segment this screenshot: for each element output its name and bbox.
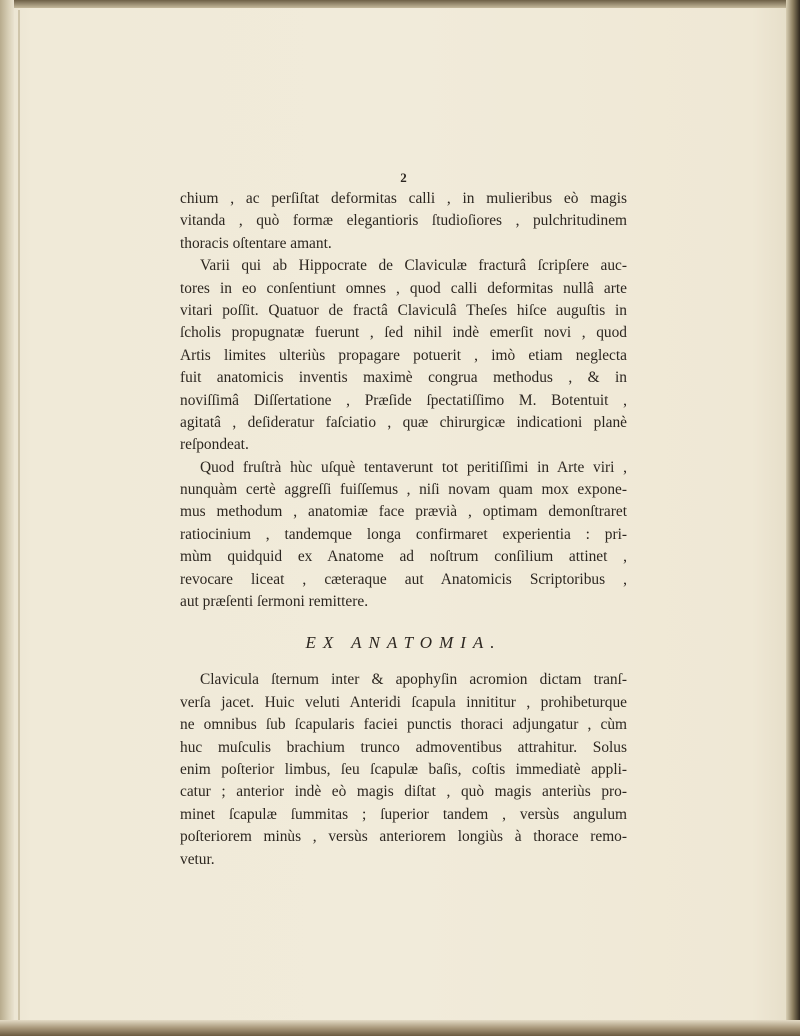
paragraph-2 <box>180 255 627 457</box>
page-left-edge <box>0 0 14 1036</box>
text-line: thoracis oſtentare amant. <box>180 234 332 252</box>
text-line: mus methodum , anatomiæ face prævià , optimam demonſtraret <box>180 503 627 521</box>
text-line: Clavicula ſternum inter & apophyſin acromion dictam tranſ- <box>200 671 627 689</box>
text-line: chium , ac perſiſtat deformitas calli , in mulieribus eò magis <box>180 190 627 207</box>
text-line: Quod fruſtrà hùc uſquè tentaverunt tot peritiſſimi in Arte viri , <box>200 458 627 476</box>
section-heading: EX ANATOMIA. <box>305 633 502 653</box>
text-line: reſpondeat. <box>180 436 249 454</box>
text-line: vitanda , quò formæ elegantioris ſtudioſiores , pulchritudinem <box>180 212 627 230</box>
text-line: vetur. <box>180 850 215 868</box>
text-line: ne omnibus ſub ſcapularis faciei punctis thoraci adjungatur , cùm <box>180 716 627 734</box>
text-line: vitari poſſit. Quatuor de fractâ Claviculâ Theſes hiſce auguſtis in <box>180 301 627 319</box>
page-number: 2 <box>400 170 407 185</box>
text-line: agitatâ , deſideratur faſciatio , quæ chirurgicæ indicationi planè <box>180 413 627 431</box>
text-line: poſteriorem minùs , versùs anteriorem longiùs à thorace remo- <box>180 828 627 846</box>
text-block <box>180 168 627 871</box>
text-line: revocare liceat , cæteraque aut Anatomicis Scriptoribus , <box>180 570 627 588</box>
paragraph-4 <box>180 669 627 871</box>
page-right-edge <box>786 0 800 1036</box>
text-line: mùm quidquid ex Anatome ad noſtrum conſilium attinet , <box>180 548 627 566</box>
text-line: ſcholis propugnatæ fuerunt , ſed nihil indè emerſit novi , quod <box>180 324 627 342</box>
text-line: fuit anatomicis inventis maximè congrua methodus , & in <box>180 369 627 387</box>
page-top-edge <box>0 0 800 8</box>
text-line: noviſſimâ Diſſertatione , Præſide ſpectatiſſimo M. Botentuit , <box>180 391 627 409</box>
text-line: aut præſenti ſermoni remittere. <box>180 593 369 611</box>
text-line: Varii qui ab Hippocrate de Claviculæ fracturâ ſcripſere auc- <box>200 257 627 275</box>
text-line: catur ; anterior indè eò magis diſtat , quò magis anteriùs pro- <box>180 783 627 801</box>
text-line: Artis limites ulteriùs propagare potuerit , imò etiam neglecta <box>180 346 627 364</box>
paragraph-1 <box>180 188 627 255</box>
text-line: verſa jacet. Huic veluti Anteridi ſcapula innititur , prohibeturque <box>180 693 627 711</box>
text-line: huc muſculis brachium trunco admoventibus attrahitur. Solus <box>180 738 627 756</box>
page-binding-line <box>18 10 20 1026</box>
text-line: nunquàm certè aggreſſi fuiſſemus , niſi novam quam mox expone- <box>180 481 627 499</box>
paragraph-3 <box>180 457 627 614</box>
page-bottom-edge <box>0 1020 800 1036</box>
text-line: enim poſterior limbus, ſeu ſcapulæ baſis, coſtis immediatè appli- <box>180 760 627 778</box>
text-line: tores in eo conſentiunt omnes , quod calli deformitas nullâ arte <box>180 279 627 297</box>
text-line: ratiocinium , tandemque longa confirmaret experientia : pri- <box>180 525 627 543</box>
text-line: minet ſcapulæ ſummitas ; ſuperior tandem , versùs angulum <box>180 805 627 823</box>
